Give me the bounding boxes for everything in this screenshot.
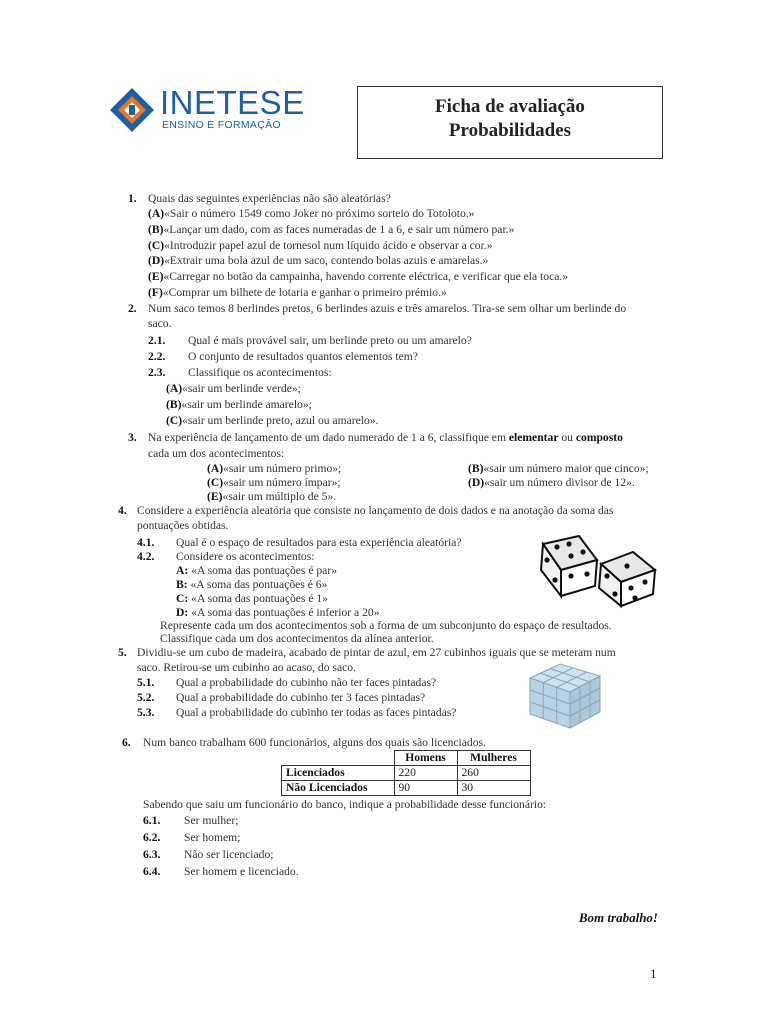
question-text: Considere a experiência aleatória que consiste no lançamento de dois dados e na anotação da soma das [137,504,614,517]
question-text: Num banco trabalham 600 funcionários, alguns dos quais são licenciados. [143,736,486,749]
table-cell: 220 [394,766,457,781]
event-text: «sair um número ímpar»; [223,476,341,489]
option-item [148,253,488,268]
event-item [207,461,341,476]
option-label: (F) [148,286,163,299]
subquestion-number: 4.1. [137,536,155,549]
event-text: «sair um berlinde verde»; [182,382,301,395]
option-text: «Extrair uma bola azul de um saco, contendo bolas azuis e amarelas.» [164,254,489,267]
event-text: «sair um múltiplo de 5». [222,490,337,503]
event-label: (B) [166,398,182,411]
table-row-label: Licenciados [282,766,395,781]
option-item [148,206,474,221]
subquestion-number: 6.3. [143,848,161,861]
event-item [207,489,336,504]
table-header-cell: Mulheres [457,751,530,766]
event-item [166,381,301,396]
option-item [148,269,568,284]
question-text: saco. Retirou-se um cubinho ao acaso, do saco. [137,661,356,674]
page-subtitle: Probabilidades [448,120,572,141]
question-text: saco. [148,317,172,330]
event-item [468,475,635,490]
question-text-part: Na experiência de lançamento de um dado numerado de 1 a 6, classifique em [148,431,506,444]
note-text: Classifique cada um dos acontecimentos da alínea anterior. [160,632,434,645]
event-label: (A) [207,462,224,475]
event-text: «A soma das pontuações é inferior a 20» [191,606,380,619]
data-table [281,750,531,796]
table-cell: 260 [457,766,530,781]
event-item [166,413,379,428]
subquestion-text: Ser homem; [184,831,241,844]
table-row [282,766,531,781]
subquestion-text: Qual a probabilidade do cubinho ter todas as faces pintadas? [176,706,457,719]
table-header-cell: Homens [394,751,457,766]
event-label: C: [176,592,189,605]
die-icon [541,536,597,596]
event-label: B: [176,578,188,591]
option-text: «Carregar no botão da campainha, havendo corrente eléctrica, e verificar que ela toca.» [163,270,569,283]
event-text: «A soma das pontuações é par» [191,564,337,577]
event-label: (B) [468,462,484,475]
subquestion-number: 6.2. [143,831,161,844]
subquestion-number: 2.2. [148,350,166,363]
event-item [176,591,328,606]
subquestion-number: 2.3. [148,366,166,379]
subquestion-number: 6.4. [143,865,161,878]
table-cell: 30 [457,781,530,796]
option-text: «Introduzir papel azul de tornesol num líquido ácido e observar a cor.» [164,239,493,252]
option-text: «Lançar um dado, com as faces numeradas de 1 a 6, e sair um número par.» [163,223,515,236]
event-item [176,563,337,578]
closing-text: Bom trabalho! [578,910,658,925]
subquestion-text: Considere os acontecimentos: [176,550,315,563]
subquestion-number: 5.1. [137,676,155,689]
option-label: (B) [148,223,164,236]
cube-icon [530,664,600,728]
table-header-row [282,751,531,766]
logo-name: INETESE [160,84,305,121]
event-item [468,461,649,476]
event-text: «sair um número maior que cinco»; [483,462,649,475]
subquestion-text: Ser mulher; [184,814,239,827]
option-text: «Comprar um bilhete de lotaria e ganhar o primeiro prémio.» [162,286,447,299]
question-number: 4. [118,504,127,517]
inetese-logo [108,84,308,134]
table-cell: 90 [394,781,457,796]
event-label: D: [176,606,189,619]
event-label: (C) [166,414,183,427]
die-icon [599,552,655,606]
event-item [166,397,312,412]
subquestion-number: 5.3. [137,706,155,719]
option-label: (A) [148,207,165,220]
question-text: pontuações obtidas. [137,519,229,532]
event-text: «A soma das pontuações é 6» [190,578,328,591]
question-number: 6. [122,736,131,749]
subquestion-text: Classifique os acontecimentos: [188,366,332,379]
event-text: «A soma das pontuações é 1» [191,592,328,605]
event-item [176,577,327,592]
subquestion-number: 5.2. [137,691,155,704]
question-text: Num saco temos 8 berlindes pretos, 6 berlindes azuis e três amarelos. Tira-se sem olhar um berlinde do [148,302,627,315]
keyword-or: ou [561,431,573,444]
page-number: 1 [650,966,657,981]
subquestion-number: 6.1. [143,814,161,827]
event-text: «sair um número primo»; [223,462,342,475]
option-label: (D) [148,254,165,267]
keyword-composto: composto [575,431,623,444]
event-label: (D) [468,476,485,489]
question-number: 1. [128,192,137,205]
option-label: (E) [148,270,164,283]
event-label: (A) [166,382,183,395]
note-text: Represente cada um dos acontecimentos sob a forma de um subconjunto do espaço de resultados. [160,619,612,632]
logo-mark-icon [108,86,156,134]
subquestion-text: Qual a probabilidade do cubinho ter 3 faces pintadas? [176,691,426,704]
logo-subtitle: ENSINO E FORMAÇÃO [162,119,281,131]
question-text: cada um dos acontecimentos: [148,447,285,460]
option-text: «Sair o número 1549 como Joker no próximo sorteio do Totoloto.» [164,207,475,220]
event-text: «sair um berlinde amarelo»; [181,398,312,411]
option-label: (C) [148,239,165,252]
option-item [148,238,493,253]
keyword-elementar: elementar [508,431,559,444]
question-text: Dividiu-se um cubo de madeira, acabado de pintar de azul, em 27 cubinhos iguais que se meteram num [137,646,616,659]
subquestion-number: 2.1. [148,334,166,347]
subquestion-text: Qual é mais provável sair, um berlinde preto ou um amarelo? [188,334,472,347]
question-number: 3. [128,431,137,444]
event-item [207,475,341,490]
event-label: (C) [207,476,224,489]
event-text: «sair um berlinde preto, azul ou amarelo». [182,414,379,427]
question-number: 2. [128,302,137,315]
subquestion-text: O conjunto de resultados quantos elementos tem? [188,350,418,363]
subquestion-text: Não ser licenciado; [184,848,274,861]
event-label: A: [176,564,189,577]
subquestion-number: 4.2. [137,550,155,563]
event-label: (E) [207,490,223,503]
table-row-label: Não Licenciados [282,781,395,796]
table-row [282,781,531,796]
question-number: 5. [118,646,127,659]
subquestion-text: Qual é o espaço de resultados para esta experiência aleatória? [176,536,462,549]
question-text: Sabendo que saiu um funcionário do banco, indique a probabilidade desse funcionário: [143,798,547,811]
title-box [357,86,663,159]
subquestion-text: Qual a probabilidade do cubinho não ter faces pintadas? [176,676,437,689]
dice-illustration [535,530,665,610]
option-item [148,222,514,237]
question-text: Quais das seguintes experiências não são aleatórias? [148,192,391,205]
page-title: Ficha de avaliação [435,96,585,117]
event-text: «sair um número divisor de 12». [484,476,635,489]
subquestion-text: Ser homem e licenciado. [184,865,299,878]
cube-illustration [526,656,604,732]
option-item [148,285,447,300]
question-text [148,430,623,445]
table-header-cell [282,751,395,766]
